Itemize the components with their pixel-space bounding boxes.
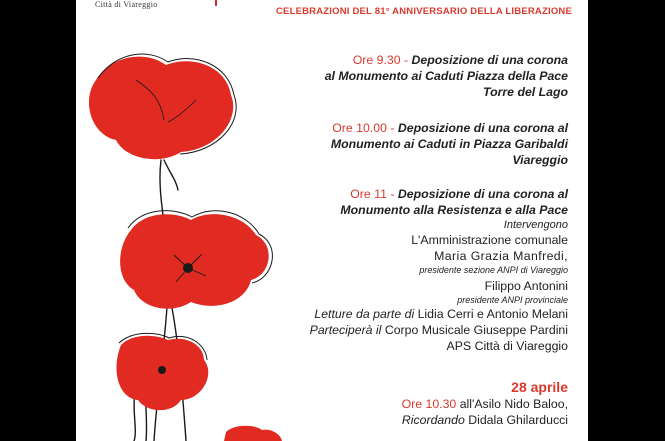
speaker-name-2: Filippo Antonini — [484, 279, 568, 293]
speaker-line-1: L'Amministrazione comunale — [411, 233, 568, 247]
event-1-sep: - — [400, 53, 412, 67]
speaker-role-2: presidente ANPI provinciale — [457, 295, 568, 305]
stem-4 — [164, 160, 178, 190]
event-3 — [310, 186, 568, 354]
poppy-lower — [116, 333, 208, 410]
poster — [76, 0, 588, 441]
event-2-sep: - — [386, 121, 398, 135]
event-2-time: Ore 10.00 — [332, 121, 387, 135]
event-3-title-2: Monumento alla Resistenza e alla Pace — [340, 203, 568, 217]
reader-2: Antonio Melani — [486, 307, 568, 321]
event-1-title: Deposizione di una corona — [411, 53, 568, 67]
event-3-time: Ore 11 — [350, 187, 387, 201]
april-28-date: 28 aprile — [511, 379, 568, 395]
speaker-role-1: presidente sezione ANPI di Viareggio — [419, 265, 568, 275]
event-1-time: Ore 9.30 — [352, 53, 401, 67]
poster-title: CELEBRAZIONI DEL 81° ANNIVERSARIO DELLA LIBERAZIONE — [275, 6, 572, 17]
poppy-bottom — [224, 426, 282, 441]
event-3-sep: - — [386, 187, 398, 201]
event-3-title: Deposizione di una corona al — [397, 187, 568, 201]
music-band: Corpo Musicale Giuseppe Pardini — [384, 323, 568, 337]
readings-and: e — [473, 307, 487, 321]
speakers-intro: Intervengono — [503, 219, 568, 231]
event-2-place: Viareggio — [512, 153, 568, 167]
event-1-place: Torre del Lago — [483, 85, 568, 99]
reader-1: Lidia Cerri — [417, 307, 474, 321]
event-2 — [331, 120, 568, 168]
memory-intro: Ricordando — [401, 413, 465, 427]
memory-name: Didala Ghilarducci — [468, 413, 568, 427]
music-line — [310, 322, 568, 338]
event-1-title-2: al Monumento ai Caduti Piazza della Pace — [324, 69, 568, 83]
poppy-middle — [120, 211, 272, 309]
partner-logo — [215, 0, 258, 6]
readings-intro: Letture da parte di — [314, 307, 415, 321]
city-logo-text: Città di Viareggio — [95, 0, 158, 9]
poppy-illustration — [76, 40, 316, 441]
music-band-2: APS Città di Viareggio — [446, 339, 568, 353]
poppy-top — [89, 54, 236, 159]
event-1 — [325, 52, 568, 100]
april-28-time: Ore 10.30 — [401, 397, 457, 411]
event-april-28 — [402, 378, 568, 428]
speaker-name-1: Maria Grazia Manfredi, — [434, 249, 568, 263]
readings-line — [310, 306, 568, 322]
event-2-title-2: Monumento ai Caduti in Piazza Garibaldi — [330, 137, 568, 151]
event-2-title: Deposizione di una corona al — [397, 121, 568, 135]
april-28-place: all'Asilo Nido Baloo, — [456, 397, 568, 411]
music-intro: Parteciperà il — [309, 323, 382, 337]
